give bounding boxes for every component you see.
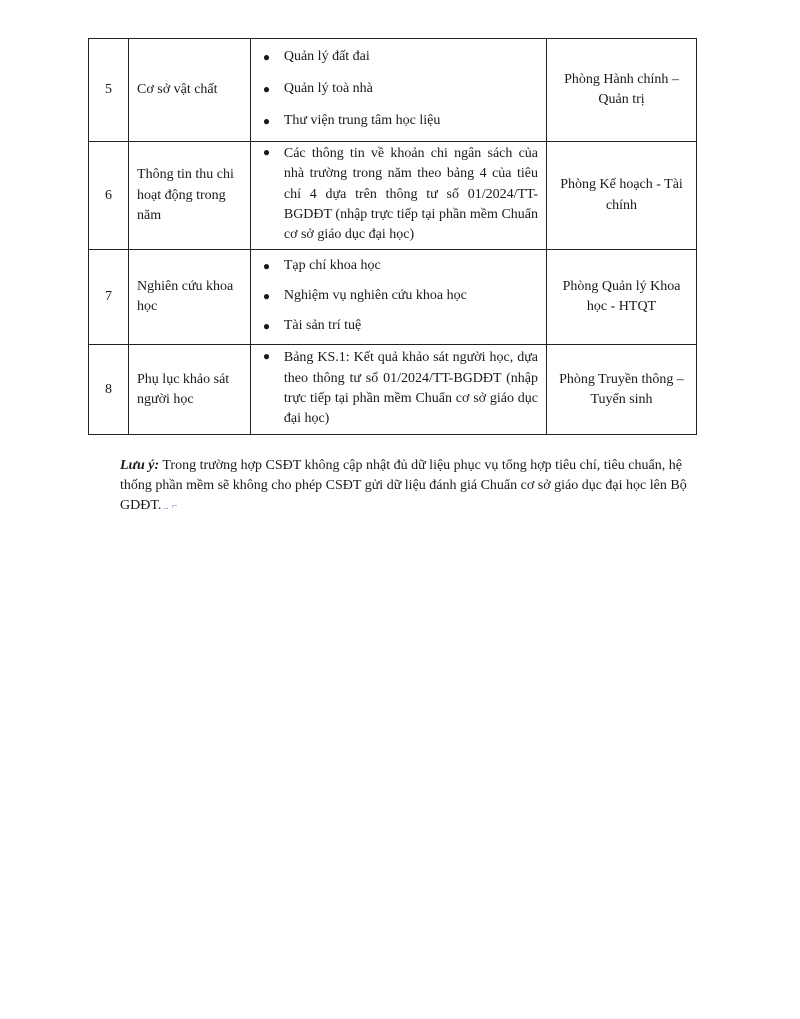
list-item: ● Quản lý đất đai [259,41,538,73]
row-number: 5 [89,39,129,142]
responsibility-table [88,38,697,435]
list-item: ● Tài sản trí tuệ [259,312,538,340]
item-list [259,252,538,340]
department-cell: Phòng Quản lý Khoa học - HTQT [547,250,697,345]
content-cell [250,142,546,250]
list-item: ● Các thông tin về khoản chi ngân sách của nhà trường trong năm theo bảng 4 của tiêu chí 4 dựa trên thông tư số 01/2024/TT-BGDĐT (nhập trực tiếp tại phần mềm Chuẩn cơ sở giáo dục đại học) [262,145,539,243]
item-list [259,144,538,245]
department-cell: Phòng Truyền thông – Tuyển sinh [547,345,697,435]
department-cell: Phòng Kế hoạch - Tài chính [547,142,697,250]
bullet-icon: ● [262,259,271,274]
bullet-icon: ● [262,82,271,96]
department-cell: Phòng Hành chính – Quản trị [547,39,697,142]
bullet-icon: ● [262,349,271,364]
category-name: Thông tin thu chi hoạt động trong năm [129,142,251,250]
table-row [89,142,697,250]
row-number: 8 [89,345,129,435]
content-cell [250,250,546,345]
bullet-icon: ● [262,289,271,304]
note-label: Lưu ý: [120,458,160,473]
row-number: 7 [89,250,129,345]
bullet-icon: ● [262,50,271,64]
item-list [259,348,538,429]
item-list [259,41,538,137]
bullet-icon: ● [262,114,271,128]
row-number: 6 [89,142,129,250]
table-row [89,250,697,345]
note-text: Trong trường hợp CSĐT không cập nhật đủ dữ liệu phục vụ tổng hợp tiêu chí, tiêu chuẩn, hệ thống phần mềm sẽ không cho phép CSĐT gửi dữ liệu đánh giá Chuẩn cơ sở giáo dục đại học lên Bộ GDĐT. [120,458,687,513]
list-item: ● Quản lý toà nhà [259,73,538,105]
bullet-icon: ● [262,145,271,159]
note-paragraph [120,456,690,517]
list-item: ● Tạp chí khoa học [259,252,538,280]
content-cell [250,345,546,435]
category-name: Cơ sở vật chất [129,39,251,142]
category-name: Phụ lục khảo sát người học [129,345,251,435]
content-cell [250,39,546,142]
list-item: ● Nghiệm vụ nghiên cứu khoa học [259,280,538,312]
table-row [89,39,697,142]
table-row [89,345,697,435]
category-name: Nghiên cứu khoa học [129,250,251,345]
list-item: ● Bảng KS.1: Kết quả khảo sát người học, dựa theo thông tư số 01/2024/TT-BGDĐT (nhập trực tiếp tại phần mềm Chuẩn cơ sở giáo dục đại học) [262,349,539,427]
bullet-icon: ● [262,319,271,334]
list-item: ● Thư viện trung tâm học liệu [259,105,538,137]
edit-mark-icon: .. ⌐ [161,501,179,512]
